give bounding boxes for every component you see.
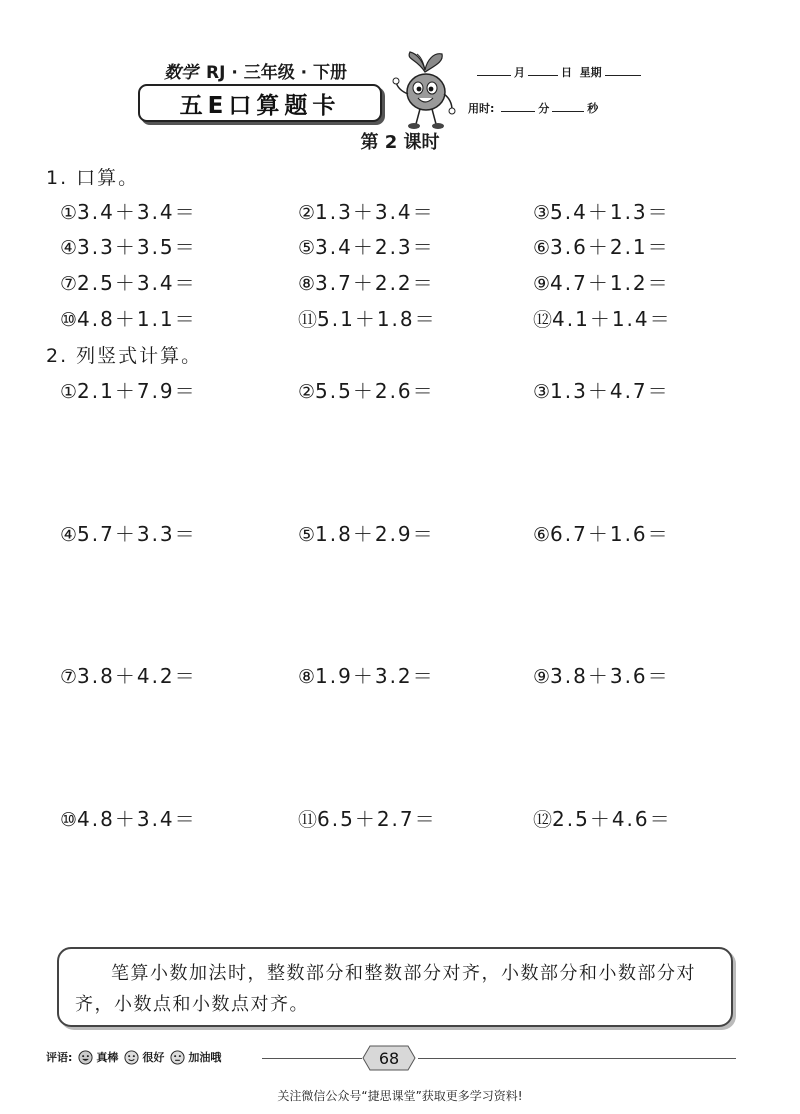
month-blank[interactable] [477, 65, 511, 76]
s1-problem-10: ⑩4.8＋1.1＝ [60, 307, 197, 331]
day-label: 日 [561, 66, 572, 79]
month-label: 月 [514, 66, 525, 79]
section1-title: 1. 口算。 [46, 167, 140, 189]
cheer-face-icon[interactable] [170, 1050, 185, 1065]
s1-problem-1: ①3.4＋3.4＝ [60, 200, 197, 224]
minutes-label: 分 [538, 102, 550, 115]
radish-mascot-icon [390, 50, 460, 134]
time-fill-line [468, 100, 598, 116]
page-number-badge [362, 1045, 416, 1071]
footer-rule-left [262, 1058, 362, 1059]
section2-title: 2. 列竖式计算。 [46, 345, 203, 367]
weekday-label: 星期 [579, 66, 602, 79]
evaluation-row [46, 1049, 221, 1065]
s1-problem-3: ③5.4＋1.3＝ [533, 200, 670, 224]
s2-problem-1: ①2.1＋7.9＝ [60, 379, 197, 403]
s2-problem-10: ⑩4.8＋3.4＝ [60, 807, 197, 831]
s1-problem-11: ⑪5.1＋1.8＝ [298, 307, 437, 331]
s2-problem-6: ⑥6.7＋1.6＝ [533, 522, 670, 546]
s1-problem-8: ⑧3.7＋2.2＝ [298, 271, 435, 295]
eval-label: 评语: [46, 1051, 73, 1064]
seconds-label: 秒 [587, 102, 599, 115]
eval-good: 很好 [142, 1051, 165, 1064]
subject-edition [164, 58, 347, 83]
s2-problem-9: ⑨3.8＋3.6＝ [533, 664, 670, 688]
eval-cheer: 加油哦 [188, 1051, 222, 1064]
s2-problem-11: ⑪6.5＋2.7＝ [298, 807, 437, 831]
edition-label: RJ · 三年级 · 下册 [206, 63, 348, 83]
s1-problem-5: ⑤3.4＋2.3＝ [298, 235, 435, 259]
date-fill-line [474, 64, 644, 80]
card-title-banner [138, 84, 382, 122]
subject-label: 数学 [164, 63, 198, 83]
weekday-blank[interactable] [605, 65, 641, 76]
s2-problem-2: ②5.5＋2.6＝ [298, 379, 435, 403]
s1-problem-6: ⑥3.6＋2.1＝ [533, 235, 670, 259]
s1-problem-2: ②1.3＋3.4＝ [298, 200, 435, 224]
s1-problem-12: ⑫4.1＋1.4＝ [533, 307, 672, 331]
s2-problem-12: ⑫2.5＋4.6＝ [533, 807, 672, 831]
s2-problem-8: ⑧1.9＋3.2＝ [298, 664, 435, 688]
s2-problem-4: ④5.7＋3.3＝ [60, 522, 197, 546]
s1-problem-7: ⑦2.5＋3.4＝ [60, 271, 197, 295]
seconds-blank[interactable] [552, 101, 584, 112]
bottom-note: 关注微信公众号“捷思课堂”获取更多学习资料! [277, 1089, 523, 1103]
s2-problem-3: ③1.3＋4.7＝ [533, 379, 670, 403]
day-blank[interactable] [528, 65, 558, 76]
footer-rule-right [418, 1058, 736, 1059]
good-face-icon[interactable] [124, 1050, 139, 1065]
minutes-blank[interactable] [501, 101, 535, 112]
tip-text: 笔算小数加法时，整数部分和整数部分对齐，小数部分和小数部分对齐，小数点和小数点对齐。 [75, 963, 696, 1015]
card-title: 五E口算题卡 [179, 92, 341, 119]
great-face-icon[interactable] [78, 1050, 93, 1065]
time-label: 用时: [468, 102, 495, 115]
page-number: 68 [378, 1048, 400, 1068]
eval-great: 真棒 [96, 1051, 119, 1064]
s2-problem-5: ⑤1.8＋2.9＝ [298, 522, 435, 546]
tip-box [57, 947, 733, 1027]
s2-problem-7: ⑦3.8＋4.2＝ [60, 664, 197, 688]
lesson-title: 第 2 课时 [360, 132, 440, 153]
s1-problem-9: ⑨4.7＋1.2＝ [533, 271, 670, 295]
s1-problem-4: ④3.3＋3.5＝ [60, 235, 197, 259]
